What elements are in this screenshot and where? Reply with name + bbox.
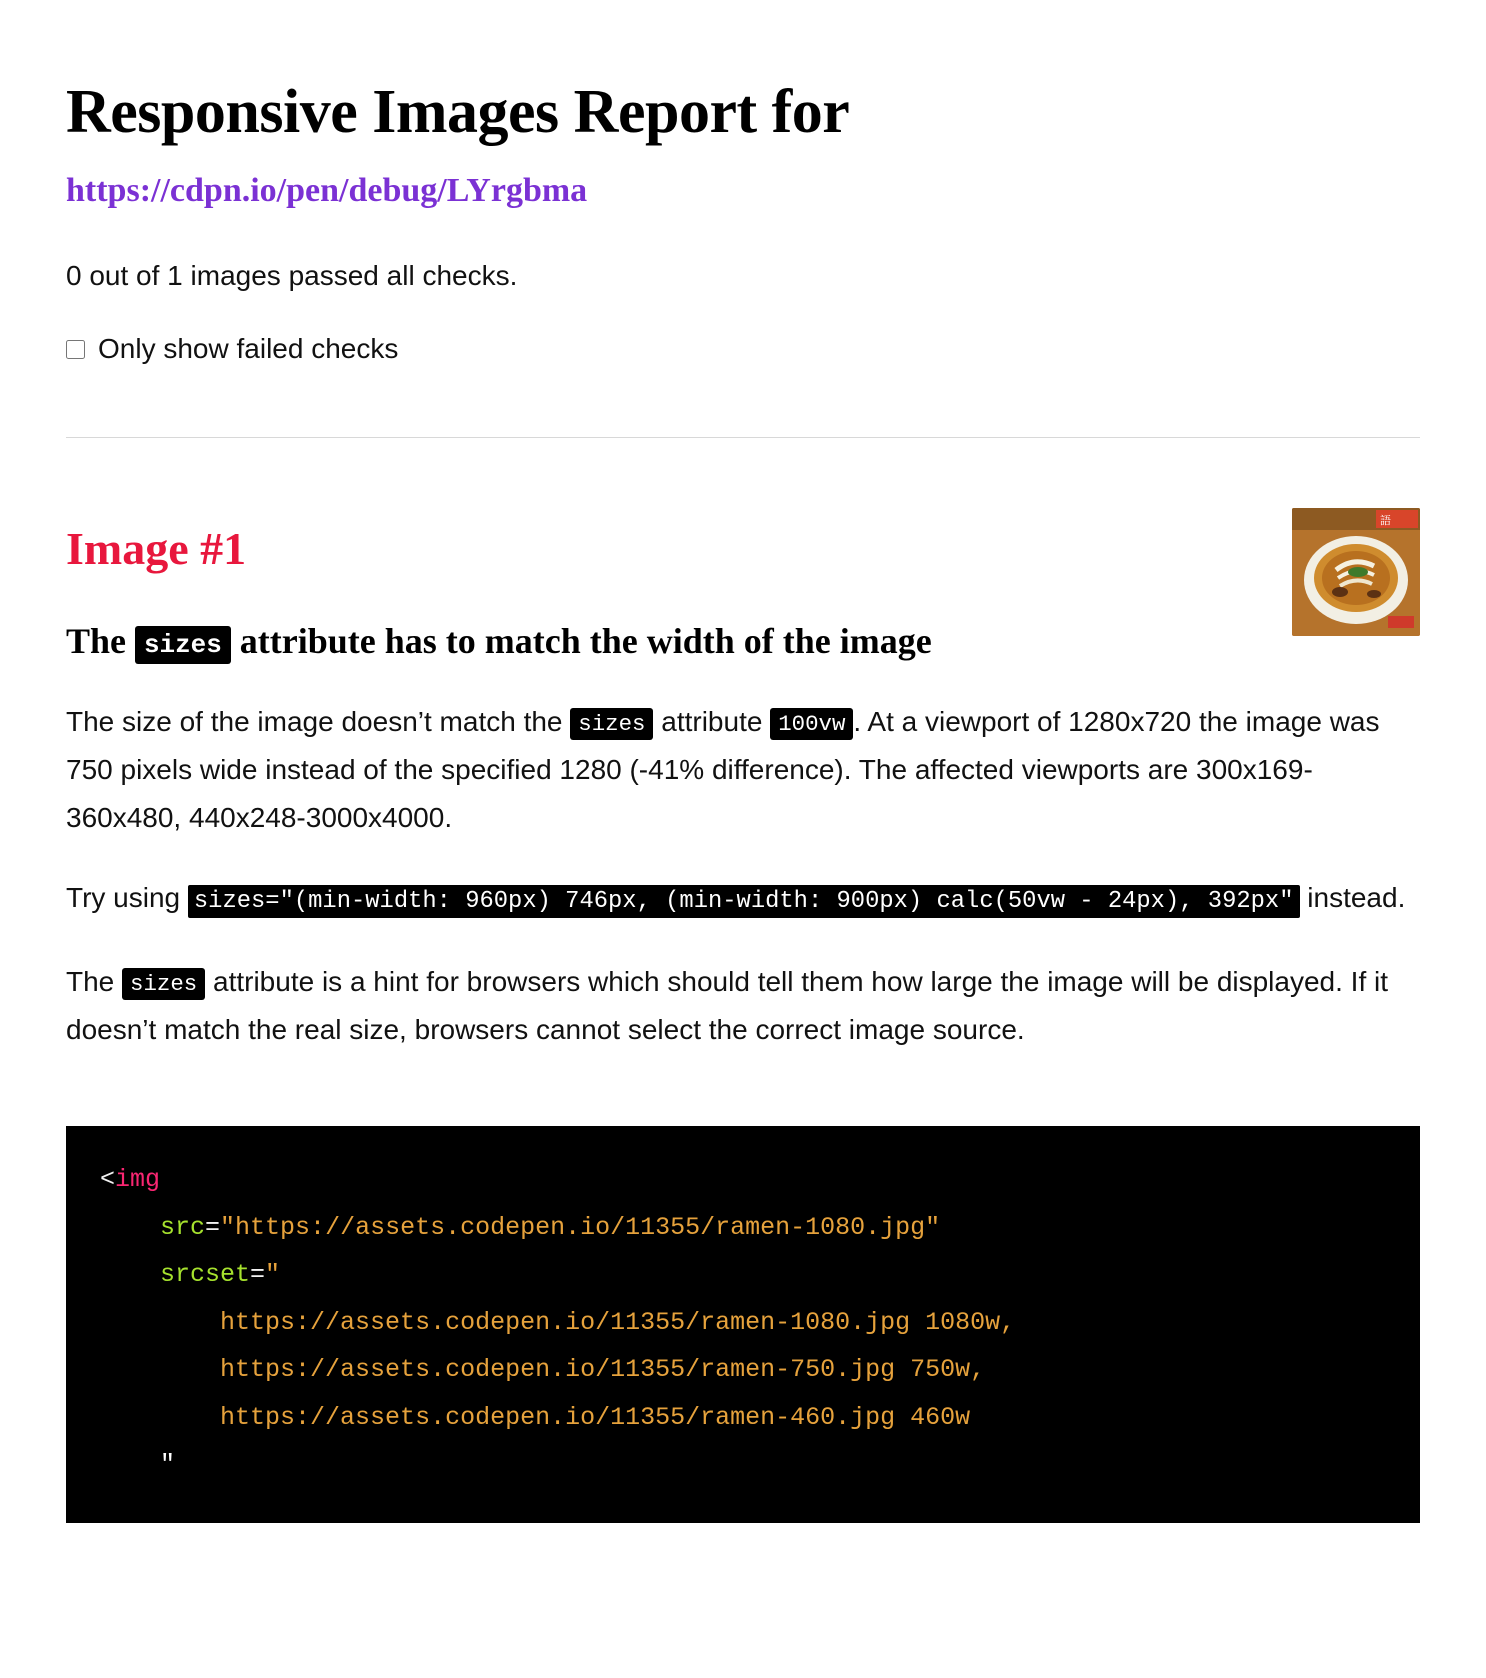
sizes-code-chip: sizes [135,626,231,664]
src-attr-value: "https://assets.codepen.io/11355/ramen-1080.jpg" [220,1212,941,1242]
page-title: Responsive Images Report for [66,78,850,146]
sizes-code-chip: sizes [570,708,653,740]
p1-part2: attribute [661,705,763,737]
srcset-width-1: 750w, [910,1355,986,1385]
paragraph-suggestion [66,874,1420,925]
report-page [0,78,1486,1054]
summary-text: 0 out of 1 images passed all checks. [66,260,518,292]
p2-part2: instead. [1307,882,1406,914]
p3-part1: The [66,965,115,997]
srcset-close-quote: " [160,1450,176,1480]
check-heading-after: attribute has to match the width of the image [239,621,932,662]
srcset-url-1: https://assets.codepen.io/11355/ramen-750.jpg [220,1355,896,1385]
failed-checks-filter[interactable] [66,333,1420,365]
report-url-link[interactable]: https://cdpn.io/pen/debug/LYrgbma [66,172,588,210]
paragraph-mismatch [66,698,1420,842]
srcset-attr-name: srcset [160,1260,251,1290]
value-code-chip: 100vw [770,708,853,740]
srcset-url-2: https://assets.codepen.io/11355/ramen-460.jpg [220,1402,896,1432]
svg-text:語: 語 [1380,514,1391,528]
ramen-thumbnail-image [1292,508,1420,636]
srcset-width-0: 1080w, [925,1307,1016,1337]
sizes-code-chip: sizes [122,968,205,1000]
paragraph-explanation [66,958,1420,1054]
image-heading: Image #1 [66,523,247,575]
check-heading-before: The [66,621,127,662]
src-attr-name: src [160,1212,206,1242]
img-tag-name: img [115,1165,161,1195]
srcset-width-2: 460w [910,1402,971,1432]
image-report-block [66,438,1420,1054]
only-failed-checkbox[interactable] [66,340,85,359]
srcset-url-0: https://assets.codepen.io/11355/ramen-1080.jpg [220,1307,911,1337]
p2-part1: Try using [66,882,181,914]
p1-part3: . At a viewport of 1280x720 the image was 750 pixels wide instead of the specified 1280 (-41% difference). The affected viewports are 300x169-360x480, 440x248-3000x4000. [66,705,1380,834]
p1-part1: The size of the image doesn’t match the [66,705,563,737]
srcset-open-quote: " [265,1260,281,1290]
tag-open-bracket: < [100,1165,116,1195]
markup-code-block: <img src="https://assets.codepen.io/11355/ramen-1080.jpg" srcset=" https://assets.codepen.io/11355/ramen-1080.jpg 1080w, https://assets.codepen.io/11355/ramen-750.jpg 750w, https://assets.codepen.io/11355/ramen-460.jpg 460w " [66,1126,1420,1523]
only-failed-label[interactable]: Only show failed checks [98,333,399,365]
check-heading [66,617,1420,666]
p3-part2: attribute is a hint for browsers which should tell them how large the image will be displayed. If it doesn’t match the real size, browsers cannot select the correct image source. [66,965,1389,1045]
suggested-sizes-code: sizes="(min-width: 960px) 746px, (min-width: 900px) calc(50vw - 24px), 392px" [188,885,1300,918]
